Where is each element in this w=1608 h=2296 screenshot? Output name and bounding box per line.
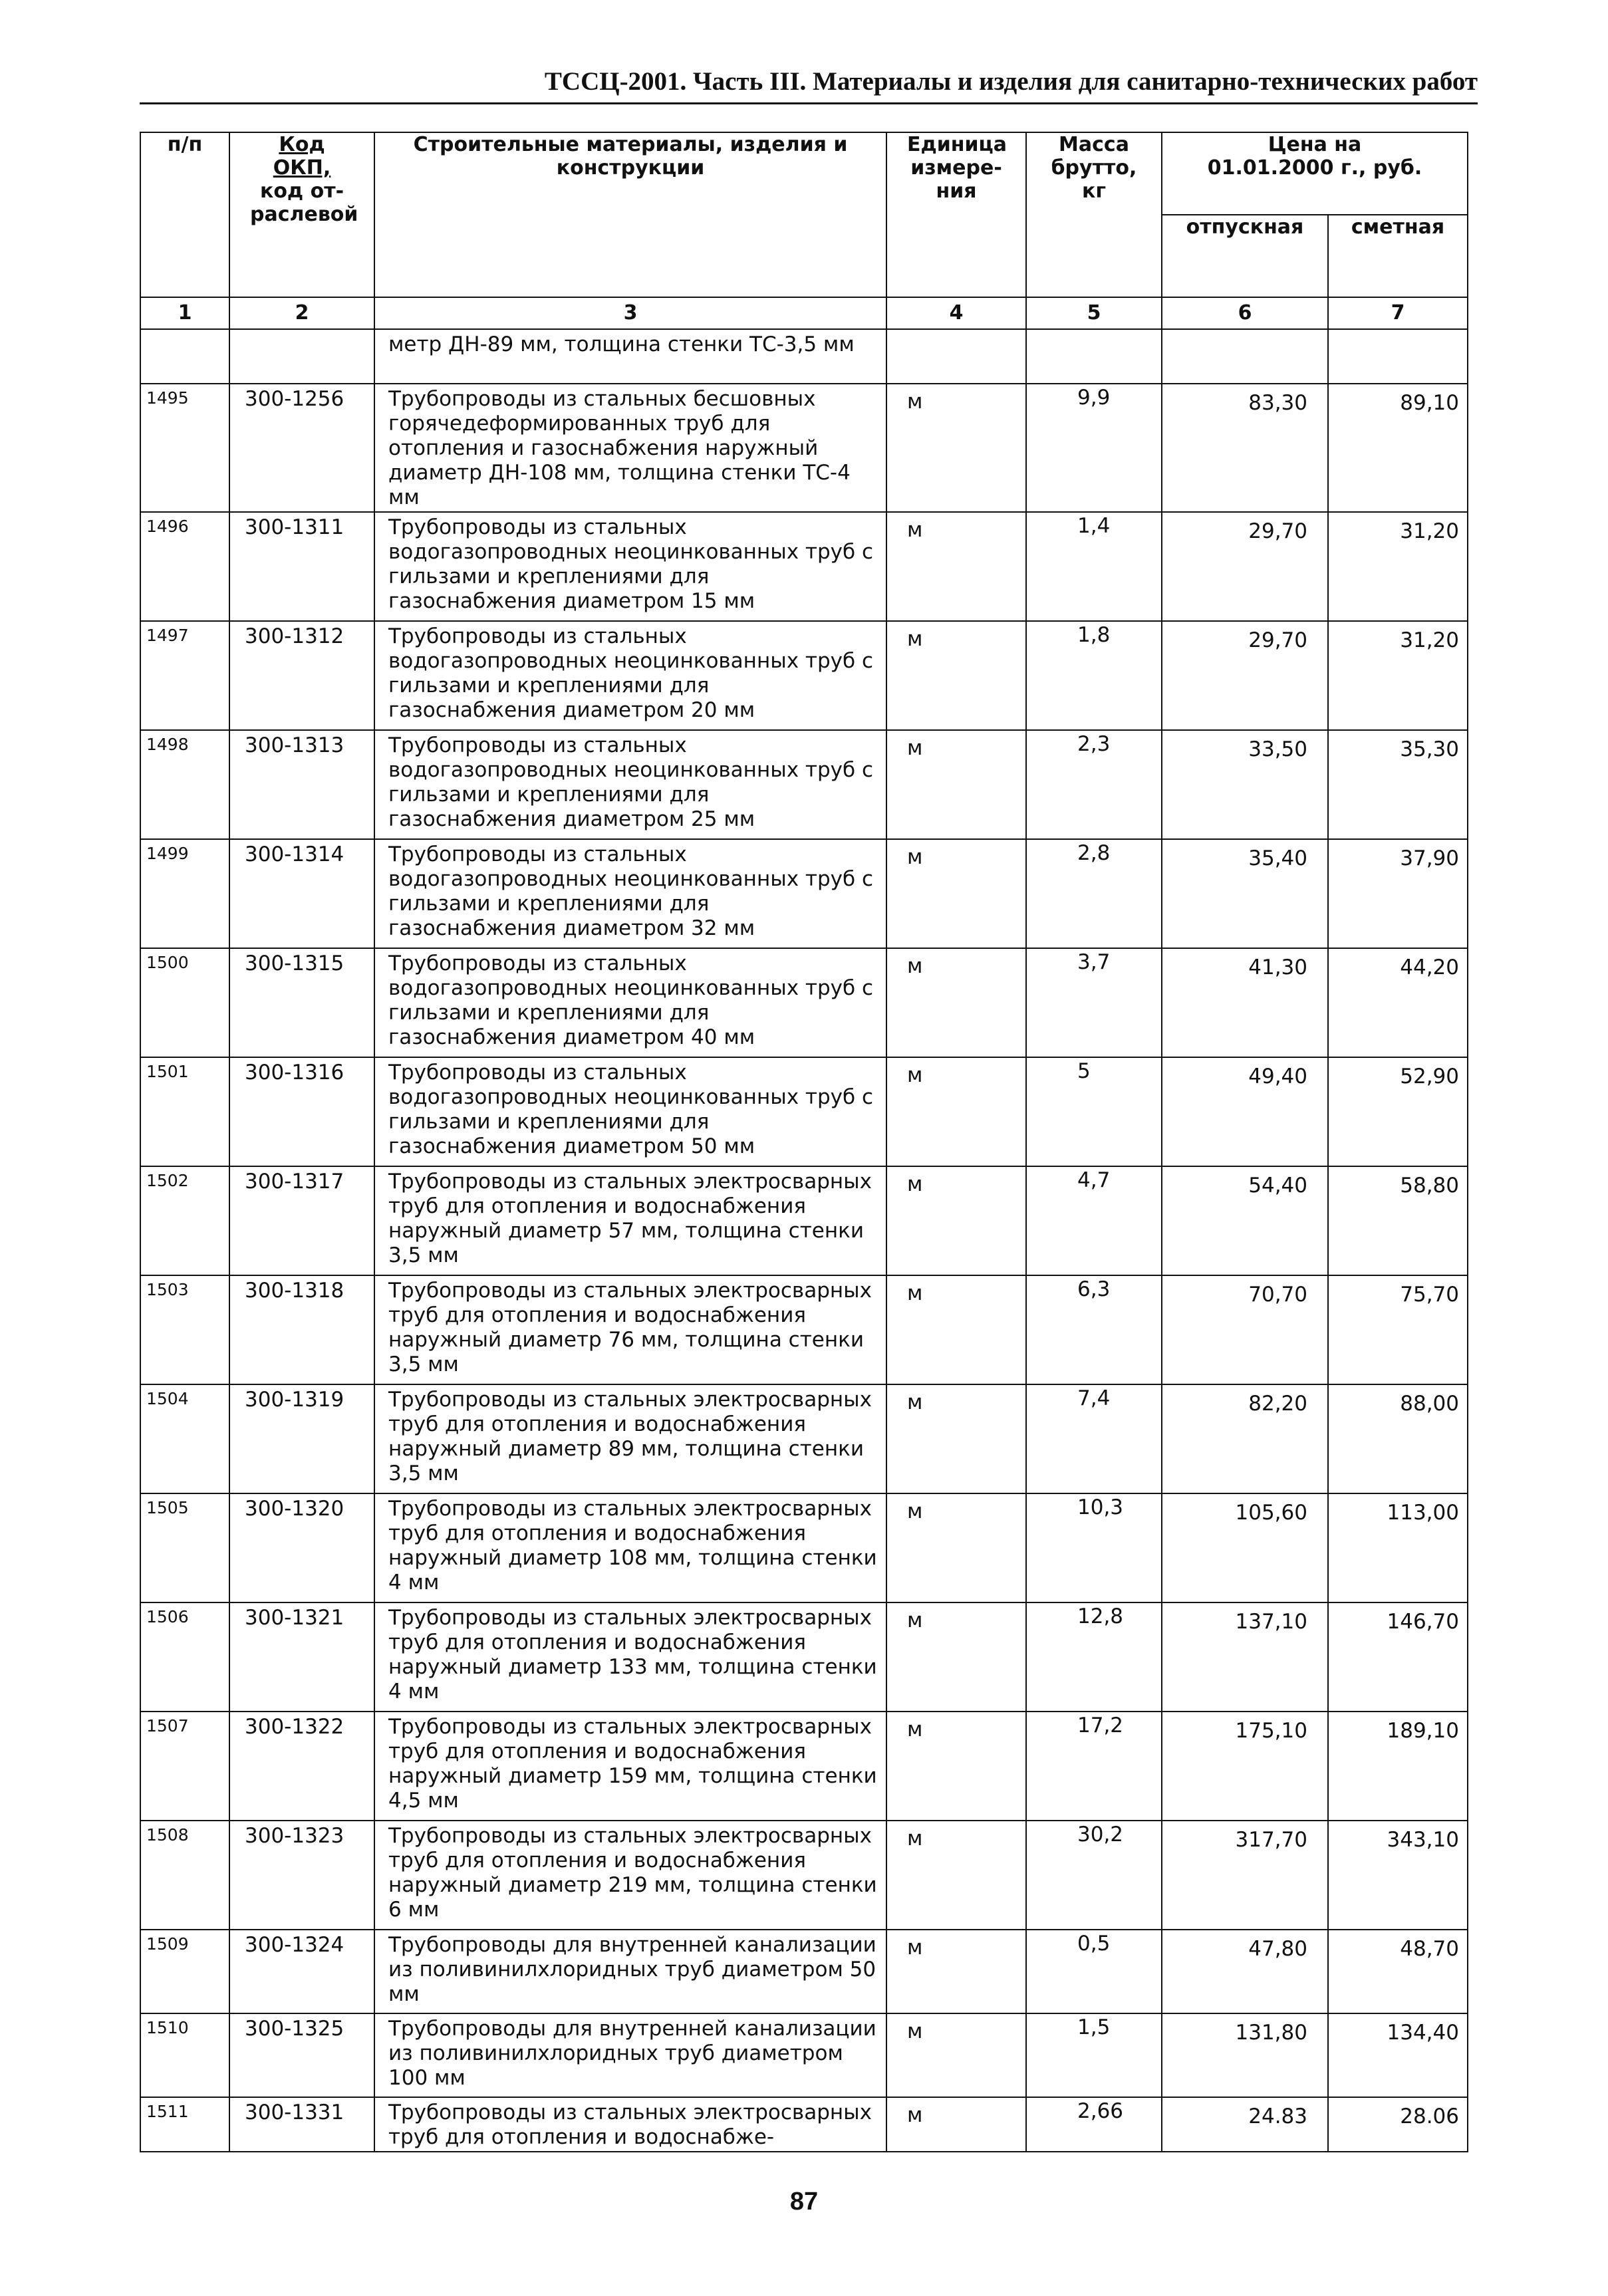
row-number: 1500 [140,948,229,1057]
table-row [140,1493,1468,1602]
item-name: Трубопроводы из стальных водогазопроводных неоцинкованных труб с гильзами и креплениями для газоснабжения диаметром 32 мм [374,839,886,948]
row-number: 1508 [140,1821,229,1930]
price-est-cell: 113,00 [1328,1493,1468,1602]
item-name: метр ДН-89 мм, толщина стенки ТС-3,5 мм [374,329,886,384]
price-sale-cell: 29,70 [1162,512,1328,621]
row-number: 1509 [140,1930,229,2013]
price-sale-cell: 41,30 [1162,948,1328,1057]
item-name: Трубопроводы для внутренней канализации из поливинилхлоридных труб диаметром 50 мм [374,1930,886,2013]
unit-cell: м [886,621,1026,730]
row-number: 1506 [140,1602,229,1712]
table-row [140,1930,1468,2013]
price-sale-cell: 175,10 [1162,1712,1328,1821]
mass-cell: 2,66 [1026,2097,1162,2152]
item-name: Трубопроводы из стальных электросварных труб для отопления и водоснабжения наружный диаметр 219 мм, толщина стенки 6 мм [374,1821,886,1930]
price-table [140,132,1468,2152]
price-sale-cell: 82,20 [1162,1384,1328,1493]
mass-cell: 4,7 [1026,1166,1162,1275]
okp-code: 300-1324 [229,1930,374,2013]
item-name: Трубопроводы из стальных электросварных труб для отопления и водоснабже- [374,2097,886,2152]
okp-code: 300-1320 [229,1493,374,1602]
price-sale-cell: 137,10 [1162,1602,1328,1712]
mass-cell: 2,3 [1026,730,1162,839]
mass-cell: 30,2 [1026,1821,1162,1930]
unit-cell: м [886,1602,1026,1712]
okp-code: 300-1313 [229,730,374,839]
column-number: 5 [1026,297,1162,329]
price-est-cell: 58,80 [1328,1166,1468,1275]
table-row [140,730,1468,839]
table-row [140,2097,1468,2152]
column-number: 7 [1328,297,1468,329]
price-est-cell: 44,20 [1328,948,1468,1057]
unit-cell: м [886,730,1026,839]
price-sale-cell [1162,329,1328,384]
mass-cell: 5 [1026,1057,1162,1166]
price-est-cell: 31,20 [1328,621,1468,730]
item-name: Трубопроводы из стальных водогазопроводных неоцинкованных труб с гильзами и креплениями для газоснабжения диаметром 15 мм [374,512,886,621]
price-est-cell: 75,70 [1328,1275,1468,1384]
item-name: Трубопроводы из стальных электросварных труб для отопления и водоснабжения наружный диаметр 89 мм, толщина стенки 3,5 мм [374,1384,886,1493]
okp-code [229,329,374,384]
table-row [140,512,1468,621]
okp-code: 300-1311 [229,512,374,621]
mass-cell: 12,8 [1026,1602,1162,1712]
page-number: 87 [789,2188,819,2216]
price-est-cell [1328,329,1468,384]
running-header [140,61,1478,104]
mass-cell: 9,9 [1026,384,1162,512]
col-header-okp [229,132,374,297]
price-est-cell: 31,20 [1328,512,1468,621]
row-number: 1503 [140,1275,229,1384]
table-row [140,384,1468,512]
okp-code: 300-1331 [229,2097,374,2152]
mass-cell: 1,8 [1026,621,1162,730]
col-header-mass: Масса брутто, кг [1026,132,1162,297]
table-row [140,329,1468,384]
table-row [140,621,1468,730]
mass-cell: 1,4 [1026,512,1162,621]
row-number: 1501 [140,1057,229,1166]
price-est-cell: 35,30 [1328,730,1468,839]
item-name: Трубопроводы из стальных водогазопроводных неоцинкованных труб с гильзами и креплениями для газоснабжения диаметром 25 мм [374,730,886,839]
price-sale-cell: 105,60 [1162,1493,1328,1602]
unit-cell: м [886,1384,1026,1493]
row-number: 1505 [140,1493,229,1602]
price-est-cell: 134,40 [1328,2013,1468,2097]
price-est-cell: 146,70 [1328,1602,1468,1712]
unit-cell: м [886,512,1026,621]
item-name: Трубопроводы из стальных электросварных труб для отопления и водоснабжения наружный диаметр 133 мм, толщина стенки 4 мм [374,1602,886,1712]
price-est-cell: 88,00 [1328,1384,1468,1493]
price-sale-cell: 131,80 [1162,2013,1328,2097]
column-number: 6 [1162,297,1328,329]
okp-code: 300-1314 [229,839,374,948]
row-number: 1507 [140,1712,229,1821]
mass-cell: 7,4 [1026,1384,1162,1493]
table-row [140,839,1468,948]
okp-code: 300-1318 [229,1275,374,1384]
price-sale-cell: 317,70 [1162,1821,1328,1930]
okp-code: 300-1319 [229,1384,374,1493]
col-header-npp: п/п [140,132,229,297]
item-name: Трубопроводы из стальных бесшовных горячедеформированных труб для отопления и газоснабжения наружный диаметр ДН-108 мм, толщина стенки ТС-4 мм [374,384,886,512]
price-sale-cell: 35,40 [1162,839,1328,948]
table-row [140,1275,1468,1384]
row-number: 1495 [140,384,229,512]
item-name: Трубопроводы из стальных водогазопроводных неоцинкованных труб с гильзами и креплениями для газоснабжения диаметром 20 мм [374,621,886,730]
unit-cell: м [886,1166,1026,1275]
okp-code: 300-1317 [229,1166,374,1275]
column-number: 3 [374,297,886,329]
item-name: Трубопроводы из стальных водогазопроводных неоцинкованных труб с гильзами и креплениями для газоснабжения диаметром 50 мм [374,1057,886,1166]
column-number: 4 [886,297,1026,329]
price-est-cell: 89,10 [1328,384,1468,512]
col-header-okp-top: Код ОКП, [273,133,331,180]
mass-cell: 1,5 [1026,2013,1162,2097]
unit-cell: м [886,948,1026,1057]
item-name: Трубопроводы из стальных электросварных труб для отопления и водоснабжения наружный диаметр 76 мм, толщина стенки 3,5 мм [374,1275,886,1384]
unit-cell: м [886,1057,1026,1166]
price-est-cell: 37,90 [1328,839,1468,948]
col-header-price-group: Цена на 01.01.2000 г., руб. [1162,132,1468,215]
price-sale-cell: 54,40 [1162,1166,1328,1275]
table-row [140,1057,1468,1166]
table-row [140,1602,1468,1712]
price-est-cell: 28.06 [1328,2097,1468,2152]
col-header-price-est: сметная [1328,215,1468,297]
mass-cell: 10,3 [1026,1493,1162,1602]
table-row [140,1384,1468,1493]
okp-code: 300-1325 [229,2013,374,2097]
okp-code: 300-1322 [229,1712,374,1821]
mass-cell: 0,5 [1026,1930,1162,2013]
price-est-cell: 48,70 [1328,1930,1468,2013]
price-est-cell: 52,90 [1328,1057,1468,1166]
table-body [140,329,1468,2152]
price-sale-cell: 70,70 [1162,1275,1328,1384]
unit-cell: м [886,1930,1026,2013]
table-row [140,1166,1468,1275]
row-number: 1502 [140,1166,229,1275]
price-sale-cell: 83,30 [1162,384,1328,512]
price-sale-cell: 49,40 [1162,1057,1328,1166]
unit-cell: м [886,2013,1026,2097]
mass-cell: 3,7 [1026,948,1162,1057]
table-row [140,948,1468,1057]
row-number [140,329,229,384]
price-sale-cell: 24.83 [1162,2097,1328,2152]
unit-cell: м [886,1712,1026,1821]
col-header-name: Строительные материалы, изделия и конструкции [374,132,886,297]
okp-code: 300-1256 [229,384,374,512]
price-sale-cell: 33,50 [1162,730,1328,839]
table-row [140,1821,1468,1930]
row-number: 1499 [140,839,229,948]
table-row [140,2013,1468,2097]
row-number: 1498 [140,730,229,839]
row-number: 1510 [140,2013,229,2097]
mass-cell: 2,8 [1026,839,1162,948]
column-number: 2 [229,297,374,329]
unit-cell [886,329,1026,384]
unit-cell: м [886,2097,1026,2152]
price-est-cell: 189,10 [1328,1712,1468,1821]
item-name: Трубопроводы из стальных электросварных труб для отопления и водоснабжения наружный диаметр 57 мм, толщина стенки 3,5 мм [374,1166,886,1275]
running-title: ТССЦ-2001. Часть III. Материалы и изделия для санитарно-технических работ [544,67,1478,96]
price-sale-cell: 29,70 [1162,621,1328,730]
row-number: 1504 [140,1384,229,1493]
col-header-unit: Единица измере-ния [886,132,1026,297]
mass-cell [1026,329,1162,384]
price-est-cell: 343,10 [1328,1821,1468,1930]
item-name: Трубопроводы из стальных водогазопроводных неоцинкованных труб с гильзами и креплениями для газоснабжения диаметром 40 мм [374,948,886,1057]
okp-code: 300-1321 [229,1602,374,1712]
okp-code: 300-1315 [229,948,374,1057]
unit-cell: м [886,1275,1026,1384]
mass-cell: 6,3 [1026,1275,1162,1384]
mass-cell: 17,2 [1026,1712,1162,1821]
col-header-okp-rest: код от-раслевой [250,180,358,226]
unit-cell: м [886,1821,1026,1930]
col-header-price-sale: отпускная [1162,215,1328,297]
item-name: Трубопроводы из стальных электросварных труб для отопления и водоснабжения наружный диаметр 108 мм, толщина стенки 4 мм [374,1493,886,1602]
okp-code: 300-1312 [229,621,374,730]
item-name: Трубопроводы из стальных электросварных труб для отопления и водоснабжения наружный диаметр 159 мм, толщина стенки 4,5 мм [374,1712,886,1821]
row-number: 1511 [140,2097,229,2152]
okp-code: 300-1316 [229,1057,374,1166]
price-sale-cell: 47,80 [1162,1930,1328,2013]
item-name: Трубопроводы для внутренней канализации из поливинилхлоридных труб диаметром 100 мм [374,2013,886,2097]
column-number-row [140,297,1468,329]
unit-cell: м [886,839,1026,948]
column-number: 1 [140,297,229,329]
row-number: 1497 [140,621,229,730]
row-number: 1496 [140,512,229,621]
unit-cell: м [886,1493,1026,1602]
okp-code: 300-1323 [229,1821,374,1930]
table-row [140,1712,1468,1821]
unit-cell: м [886,384,1026,512]
